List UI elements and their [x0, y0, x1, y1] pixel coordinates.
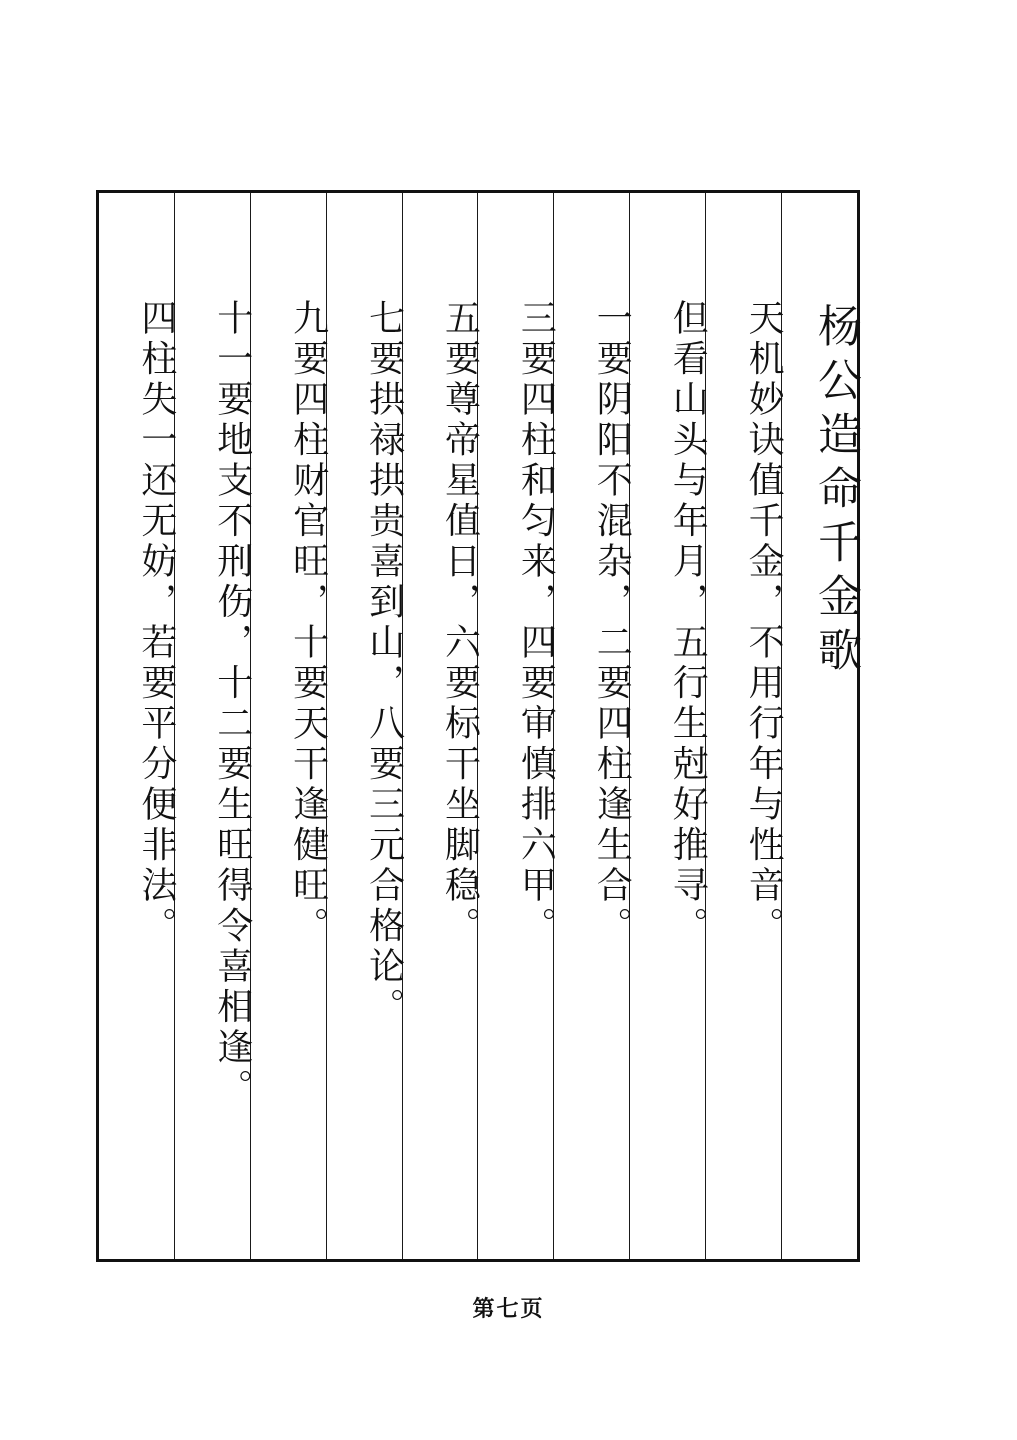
verse-column	[326, 193, 405, 1259]
verse-line: 十一要地支不刑伤，十二要生旺得令喜相逢。	[211, 299, 253, 1109]
verse-line: 五要尊帝星值日，六要标干坐脚稳。	[439, 299, 481, 947]
verse-line: 七要拱禄拱贵喜到山，八要三元合格论。	[363, 299, 405, 1028]
verse-column	[705, 193, 785, 1259]
verse-column	[174, 193, 253, 1259]
verse-line: 但看山头与年月，五行生尅好推寻。	[667, 299, 709, 947]
verse-line: 三要四柱和匀来，四要审慎排六甲。	[515, 299, 557, 947]
verse-line: 四柱失一还无妨，若要平分便非法。	[135, 299, 177, 947]
verse-column	[629, 193, 709, 1259]
page-number: 第七页	[472, 1296, 545, 1322]
verse-column	[250, 193, 329, 1259]
verse-column	[99, 193, 177, 1259]
verse-line: 一要阴阳不混杂，二要四柱逢生合。	[591, 299, 633, 947]
title-column	[781, 193, 861, 1259]
verse-column	[553, 193, 633, 1259]
verse-line: 天机妙诀值千金，不用行年与性音。	[743, 299, 785, 947]
text-frame	[96, 190, 860, 1262]
verse-column	[402, 193, 481, 1259]
verse-column	[477, 193, 557, 1259]
page-title: 杨公造命千金歌	[810, 303, 861, 681]
verse-line: 九要四柱财官旺，十要天干逢健旺。	[287, 299, 329, 947]
